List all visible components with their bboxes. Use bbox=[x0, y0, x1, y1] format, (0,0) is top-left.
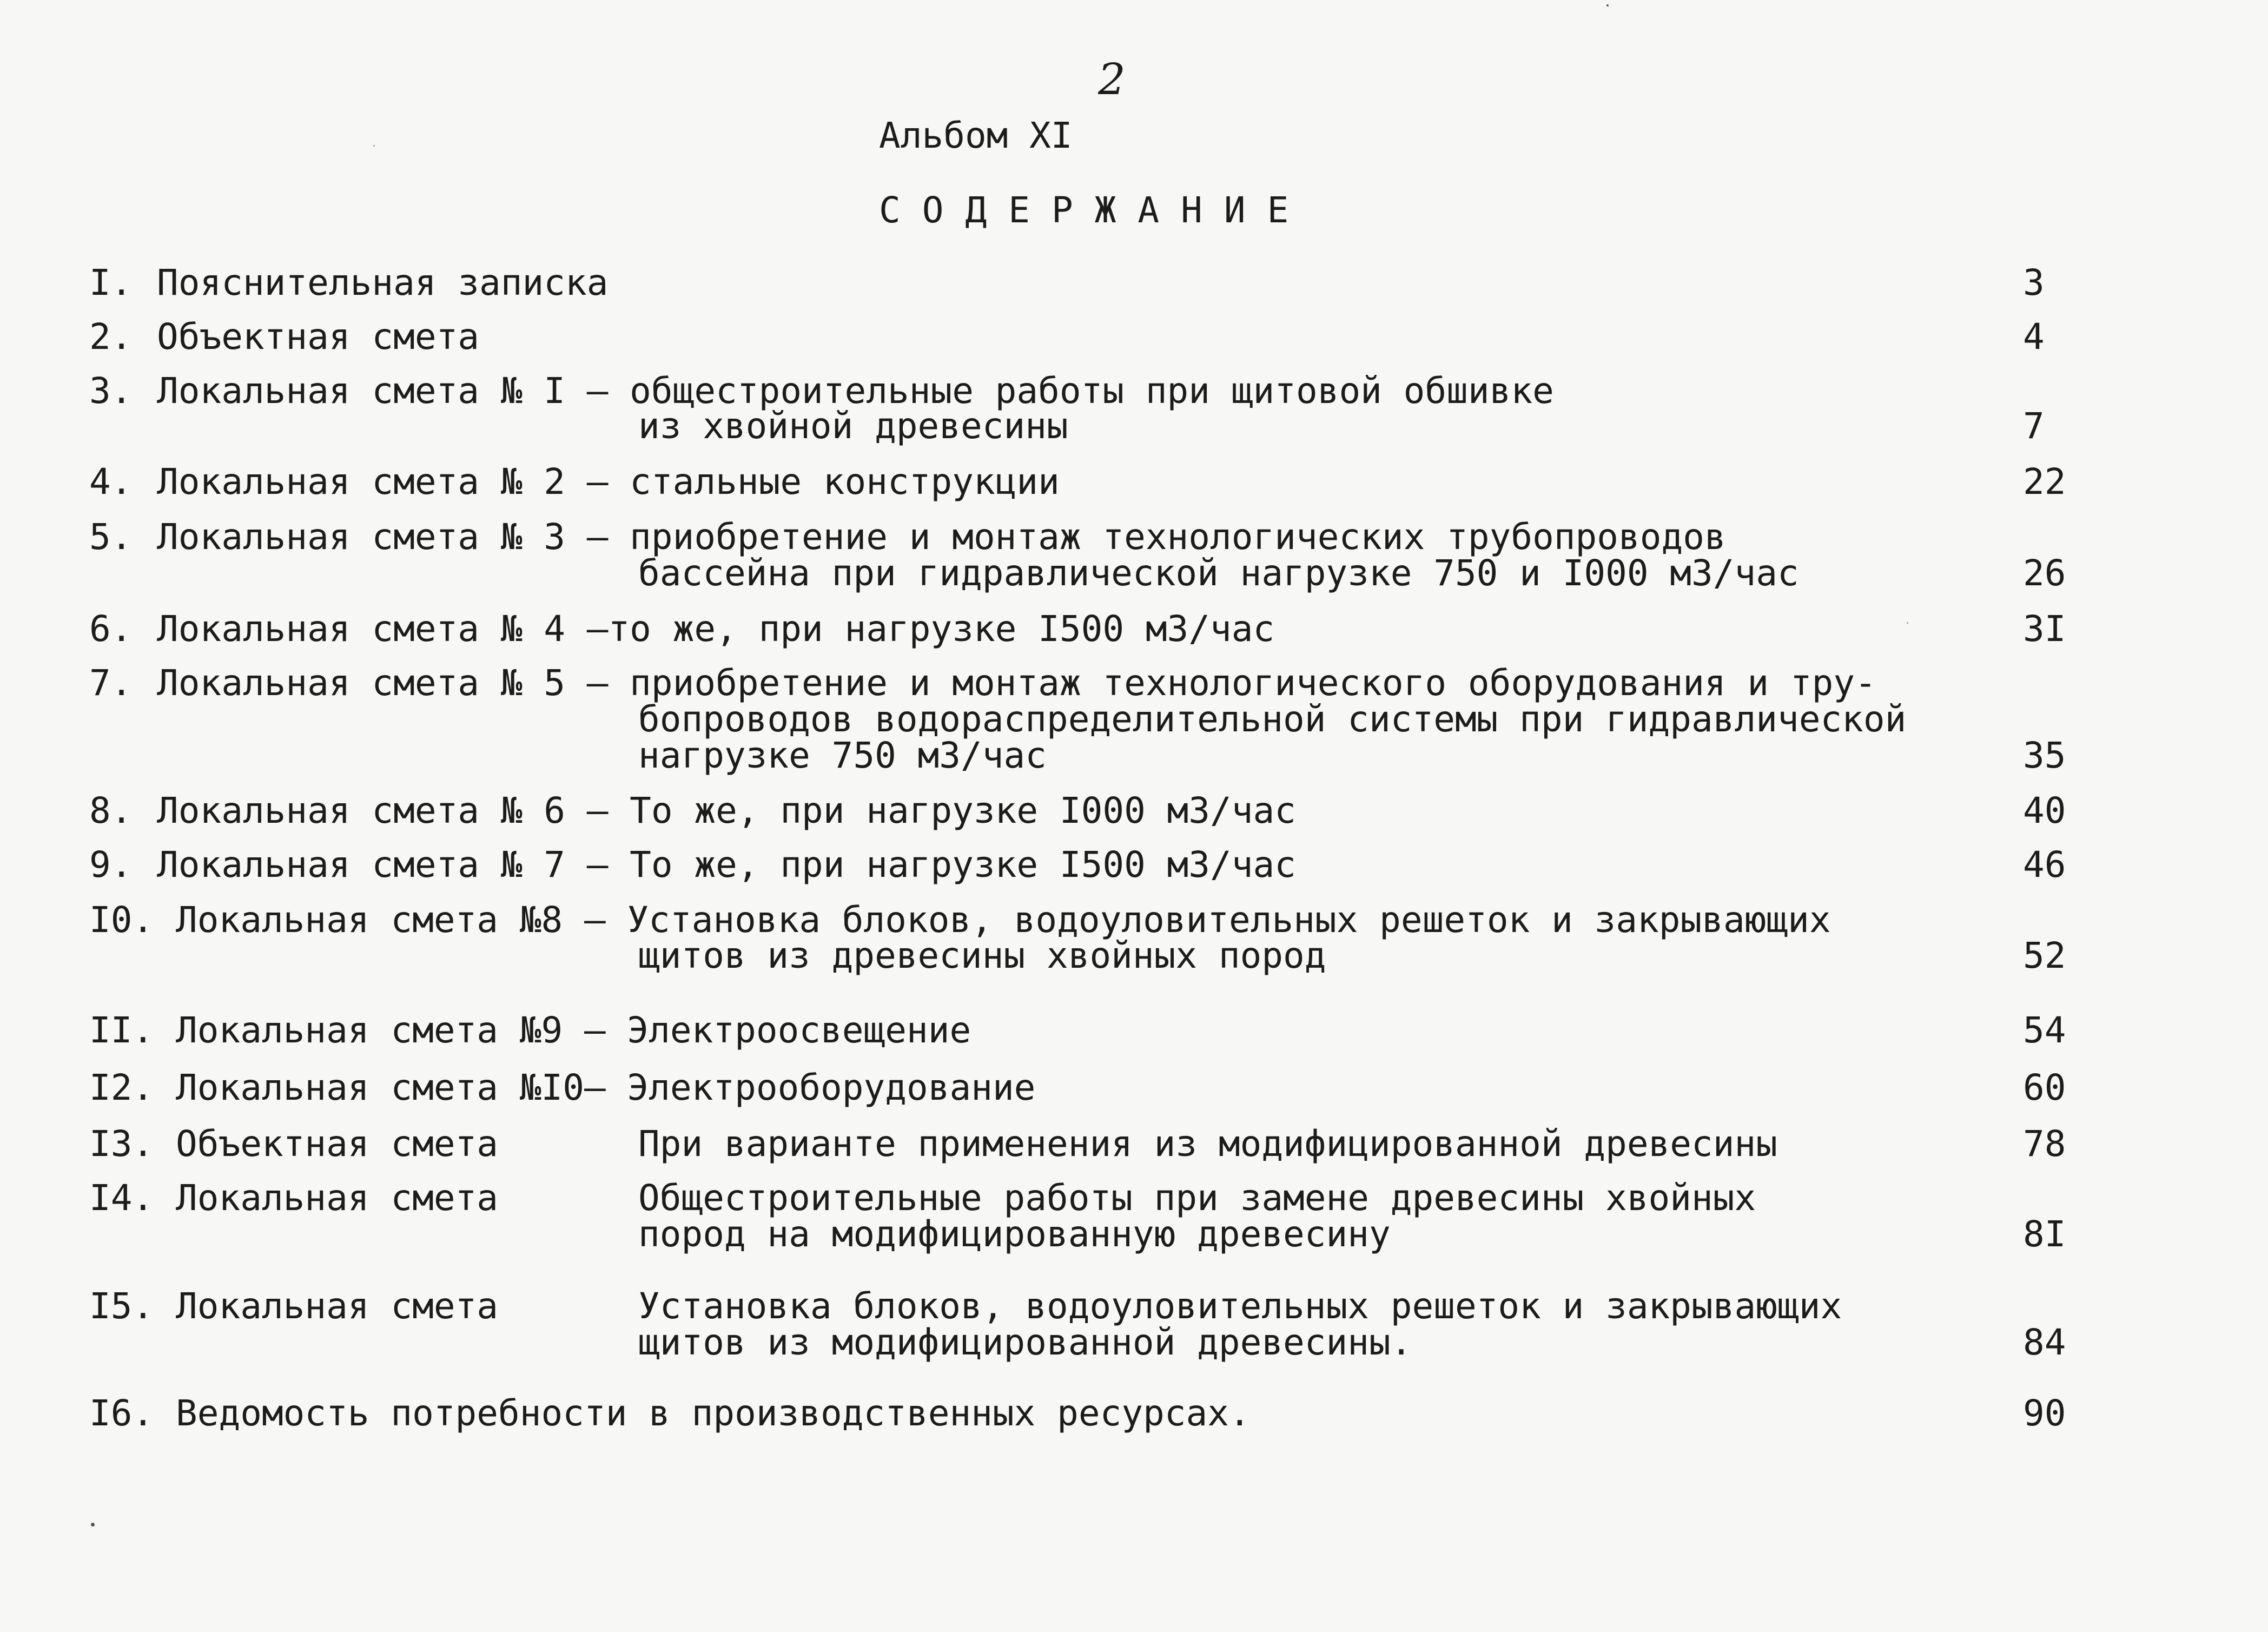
toc-entry-title-continued: из хвойной древесины bbox=[638, 405, 1068, 447]
toc-entry-page: 3 bbox=[2023, 262, 2045, 303]
toc-entry-page: 52 bbox=[2023, 935, 2066, 976]
toc-entry-number: II. bbox=[89, 1009, 154, 1051]
toc-entry-title-continued: пород на модифицированную древесину bbox=[638, 1213, 1391, 1255]
toc-entry-title: Локальная смета №I0– Электрооборудование bbox=[176, 1067, 1036, 1108]
toc-entry-number: 4. bbox=[89, 461, 133, 503]
toc-entry-page: 3I bbox=[2023, 608, 2066, 650]
scan-speck bbox=[1907, 622, 1908, 624]
toc-entry-title: Локальная смета № 2 – стальные конструкции bbox=[157, 461, 1060, 503]
toc-entry-page: 8I bbox=[2023, 1213, 2066, 1255]
toc-entry-title-continued: бассейна при гидравлической нагрузке 750 и I000 м3/час bbox=[638, 552, 1799, 594]
toc-entry-title: Ведомость потребности в производственных ресурсах. bbox=[176, 1392, 1251, 1434]
toc-entry-title: Локальная смета №9 – Электроосвещение bbox=[176, 1009, 971, 1051]
album-title: Альбом XI bbox=[879, 115, 1073, 156]
toc-entry-title: Объектная смета bbox=[176, 1123, 499, 1165]
toc-entry-page: 60 bbox=[2023, 1067, 2066, 1108]
toc-entry-title: Локальная смета № I – общестроительные работы при щитовой обшивке bbox=[157, 370, 1554, 412]
toc-entry-page: 40 bbox=[2023, 790, 2066, 831]
scan-speck bbox=[373, 145, 375, 147]
toc-entry-page: 90 bbox=[2023, 1392, 2066, 1434]
toc-entry-page: 54 bbox=[2023, 1009, 2066, 1051]
scan-speck bbox=[91, 1523, 95, 1527]
toc-entry-title: Локальная смета №8 – Установка блоков, водоуловительных решеток и закрывающих bbox=[176, 899, 1831, 941]
toc-entry-number: 9. bbox=[89, 844, 133, 886]
toc-entry-page: 26 bbox=[2023, 552, 2066, 594]
toc-entry-title-continued: щитов из древесины хвойных пород bbox=[638, 935, 1326, 976]
toc-entry-number: 7. bbox=[89, 662, 133, 704]
toc-entry-description: Общестроительные работы при замене древесины хвойных bbox=[638, 1177, 1756, 1219]
toc-entry-page: 46 bbox=[2023, 844, 2066, 886]
toc-entry-description: Установка блоков, водоуловительных решеток и закрывающих bbox=[638, 1285, 1842, 1327]
toc-entry-number: I6. bbox=[89, 1392, 154, 1434]
contents-heading: СОДЕРЖАНИЕ bbox=[879, 189, 1311, 231]
toc-entry-title: Локальная смета № 7 – То же, при нагрузке I500 м3/час bbox=[157, 844, 1296, 886]
toc-entry-page: 22 bbox=[2023, 461, 2066, 503]
toc-entry-number: 5. bbox=[89, 516, 133, 558]
page-number: 2 bbox=[1098, 54, 1126, 104]
toc-entry-number: I. bbox=[89, 262, 133, 303]
toc-entry-title: Пояснительная записка bbox=[157, 262, 609, 303]
toc-entry-number: I3. bbox=[89, 1123, 154, 1165]
toc-entry-number: 3. bbox=[89, 370, 133, 412]
toc-entry-title: Объектная смета bbox=[157, 316, 480, 358]
toc-entry-description: При варианте применения из модифицированной древесины bbox=[638, 1123, 1777, 1165]
toc-entry-title: Локальная смета bbox=[176, 1177, 499, 1219]
toc-entry-number: I2. bbox=[89, 1067, 154, 1108]
toc-entry-number: 8. bbox=[89, 790, 133, 831]
toc-entry-number: I0. bbox=[89, 899, 154, 941]
toc-entry-number: I4. bbox=[89, 1177, 154, 1219]
toc-entry-page: 35 bbox=[2023, 735, 2066, 776]
toc-entry-title: Локальная смета bbox=[176, 1285, 499, 1327]
toc-entry-title: Локальная смета № 5 – приобретение и монтаж технологического оборудования и тру- bbox=[157, 662, 1876, 704]
toc-entry-title-continued: щитов из модифицированной древесины. bbox=[638, 1322, 1412, 1363]
toc-entry-title: Локальная смета № 6 – То же, при нагрузке I000 м3/час bbox=[157, 790, 1296, 831]
toc-entry-title: Локальная смета № 4 –то же, при нагрузке I500 м3/час bbox=[157, 608, 1275, 650]
toc-entry-number: 2. bbox=[89, 316, 133, 358]
toc-entry-page: 84 bbox=[2023, 1322, 2066, 1363]
toc-entry-page: 78 bbox=[2023, 1123, 2066, 1165]
scan-speck bbox=[1606, 4, 1609, 6]
toc-entry-title-continued: нагрузке 750 м3/час bbox=[638, 735, 1047, 776]
toc-entry-title: Локальная смета № 3 – приобретение и монтаж технологических трубопроводов bbox=[157, 516, 1726, 558]
toc-entry-title-continued: бопроводов водораспределительной системы при гидравлической bbox=[638, 698, 1907, 740]
toc-entry-page: 7 bbox=[2023, 405, 2045, 447]
toc-entry-page: 4 bbox=[2023, 316, 2045, 358]
toc-entry-number: I5. bbox=[89, 1285, 154, 1327]
toc-entry-number: 6. bbox=[89, 608, 133, 650]
